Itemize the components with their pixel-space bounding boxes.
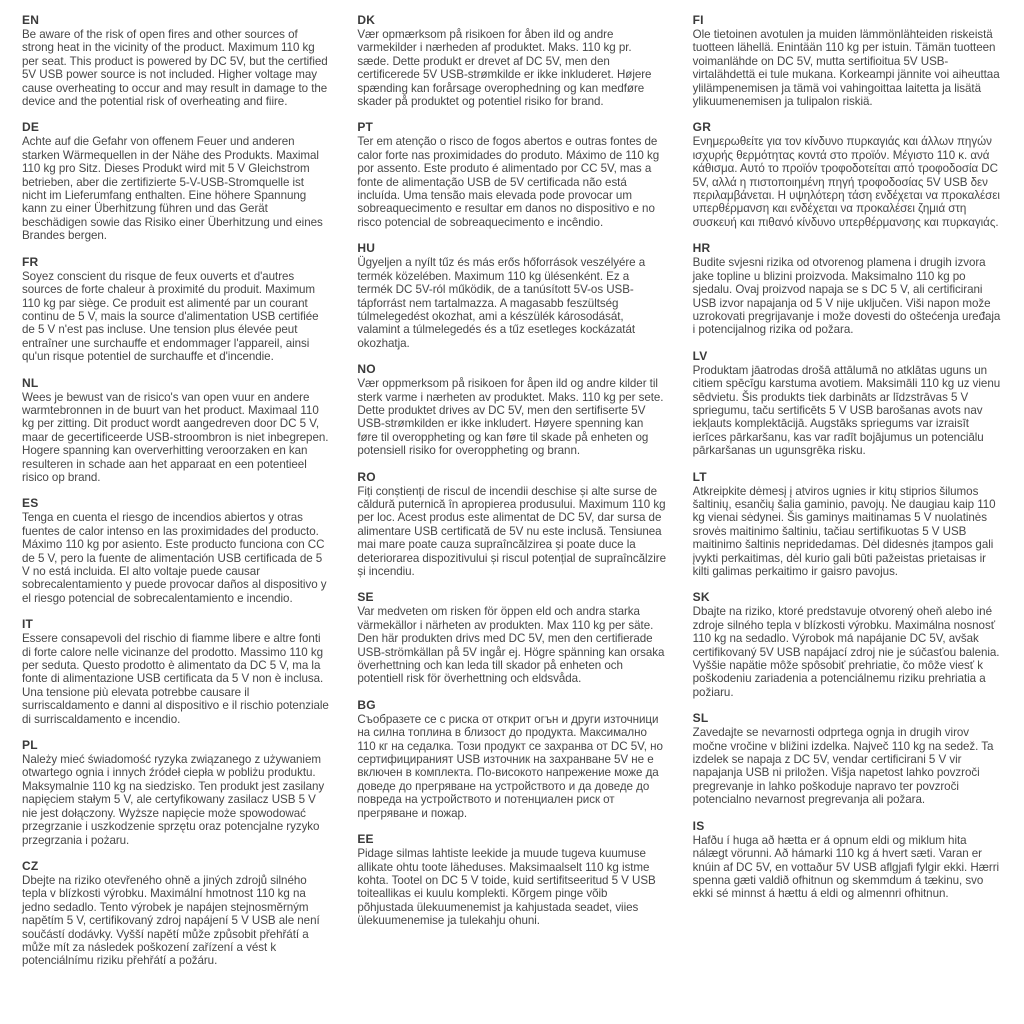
language-entry-pl — [22, 738, 331, 847]
language-entry-gr — [693, 120, 1002, 229]
safety-warning-text: Należy mieć świadomość ryzyka związanego z używaniem otwartego ognia i innych źródeł ciepła w pobliżu produktu. Maksymalnie 110 kg na siedzisko. Ten produkt jest zasilany napięciem stałym 5 V, ale certyfikowany zasilacz USB 5 V nie jest dołączony. Wyższe napięcie może spowodować przegrzanie i uszkodzenie sprzętu oraz potencjalne ryzyko przegrzania i pożaru. — [22, 753, 325, 847]
safety-warning-text: Var medveten om risken för öppen eld och andra starka värmekällor i närheten av produkten. Max 110 kg per säte. Den här produkten drivs med DC 5V, men den certifierade USB-strömkällan på 5V ingår ej. Högre spänning kan orsaka överhettning och kan leda till skador på enheten och potentiell risk för överhettning och eldsvåda. — [357, 605, 665, 686]
column-3 — [693, 13, 1002, 980]
language-entry-fr — [22, 255, 331, 364]
language-entry-hu — [357, 241, 666, 350]
language-entry-lt — [693, 470, 1002, 579]
language-entry-sk — [693, 590, 1002, 699]
safety-warning-text: Pidage silmas lahtiste leekide ja muude tugeva kuumuse allikate ohtu toote läheduses. Maksimaalselt 110 kg istme kohta. Tootel on DC 5 V toide, kuid sertifitseeritud 5 V USB toiteallikas ei kuulu komplekti. Kõrgem pinge võib põhjustada ülekuumenemist ja kahjustada seadet, viies ülekuumenemise ja tulekahju ohuni. — [357, 847, 656, 928]
safety-warning-text: Essere consapevoli del rischio di fiamme libere e altre fonti di forte calore nelle vicinanze del prodotto. Massimo 110 kg per seduta. Questo prodotto è alimentato da DC 5 V, ma la fonte di alimentazione USB certificata da 5 V non è inclusa. Una tensione più elevata potrebbe causare il surriscaldamento e danni al dispositivo e il rischio potenziale di surriscaldamento e incendio. — [22, 632, 329, 726]
language-entry-bg — [357, 698, 666, 820]
safety-warning-text: Achte auf die Gefahr von offenem Feuer und anderen starken Wärmequellen in der Nähe des Produkts. Maximal 110 kg pro Sitz. Dieses Produkt wird mit 5 V Gleichstrom betrieben, aber die zertifizierte 5-V-USB-Stromquelle ist nicht im Lieferumfang enthalten. Eine höhere Spannung kann zu einer Überhitzung führen und das Gerät beschädigen sowie das Risiko einer Überhitzung und eines Brandes bergen. — [22, 135, 323, 243]
language-code-label: CZ — [22, 858, 39, 873]
language-code-label: RO — [357, 469, 376, 484]
language-entry-pt — [357, 120, 666, 229]
language-code-label: NO — [357, 362, 376, 377]
safety-warning-text: Ole tietoinen avotulen ja muiden lämmönlähteiden riskeistä tuotteen lähellä. Enintään 110 kg per istuin. Tämän tuotteen voimanlähde on DC 5V, mutta sertifioitua 5V USB-virtalähdettä ei tule mukana. Korkeampi jännite voi aiheuttaa ylilämpenemisen ja tämä voi vahingoittaa laitetta ja lisätä ylikuumenemisen ja tulipalon riskiä. — [692, 28, 1000, 109]
safety-warning-text: Dbejte na riziko otevřeného ohně a jiných zdrojů silného tepla v blízkosti výrobku. Maximální hmotnost 110 kg na jedno sedadlo. Tento výrobek je napájen stejnosměrným napětím 5 V, certifikovaný zdroj napájení 5 V USB ale není součástí dodávky. Vyšší napětí může způsobit přehřátí a může mít za následek poškození zařízení a vést k potenciálnímu riziku přehřátí a požáru. — [22, 873, 320, 968]
safety-warning-text: Dbajte na riziko, ktoré predstavuje otvorený oheň alebo iné zdroje silného tepla v blízkosti výrobku. Maximálna nosnosť 110 kg na sedadlo. Výrobok má napájanie DC 5V, avšak certifikovaný 5V USB napájací zdroj nie je súčasťou balenia. Vyššie napätie môže spôsobiť prehriatie, čo môže viesť k poškodeniu zariadenia a potenciálnemu riziku prehriatia a požiaru. — [692, 605, 1000, 699]
language-entry-en — [22, 13, 331, 108]
language-code-label: IT — [22, 617, 34, 632]
language-code-label: DE — [22, 120, 40, 135]
column-1 — [22, 13, 331, 980]
language-code-label: DK — [357, 13, 376, 27]
language-entry-de — [22, 120, 331, 242]
language-code-label: EN — [22, 13, 40, 27]
safety-warning-text: Съобразете се с риска от открит огън и други източници на силна топлина в близост до продукта. Максимално 110 кг на седалка. Този продукт се захранва от DC 5V, но сертифицираният USB източник на захранване 5V не е включен в комплекта. По-високото напрежение може да доведе до прегряване на устройството и да доведе до повреда на устройството и потенциален риск от прегряване и пожар. — [357, 712, 663, 820]
language-code-label: LT — [692, 469, 707, 484]
language-entry-cz — [22, 859, 331, 968]
language-entry-hr — [693, 241, 1002, 336]
language-entry-it — [22, 617, 331, 726]
safety-warning-text: Ενημερωθείτε για τον κίνδυνο πυρκαγιάς και άλλων πηγών ισχυρής θερμότητας κοντά στο προϊόν. Μέγιστο 110 κ. ανά κάθισμα. Αυτό το προϊόν τροφοδοτείται από τροφοδοσία DC 5V, αλλά η πιστοποιημένη πηγή τροφοδοσίας 5V USB δεν περιλαμβάνεται. Η υψηλότερη τάση ενδέχεται να προκαλέσει υπερθέρμανση και ενδέχεται να προκαλέσει ζημιά στη συσκευή και πιθανό κίνδυνο υπερθέρμανσης και πυρκαγιάς. — [692, 135, 1000, 229]
language-entry-fi — [693, 13, 1002, 108]
language-code-label: HR — [692, 241, 711, 256]
safety-warning-text: Ügyeljen a nyílt tűz és más erős hőforrások veszélyére a termék közelében. Maximum 110 kg ülésenként. Ez a termék DC 5V-ról működik, de a tanúsított 5V-os USB-tápforrást nem tartalmazza. A magasabb feszültség túlmelegedést okozhat, ami a készülék károsodását, valamint a túlmelegedés és a tűz esetleges kockázatát okozhatja. — [357, 256, 646, 350]
language-code-label: PT — [357, 120, 374, 135]
language-code-label: BG — [357, 697, 376, 712]
safety-warning-text: Soyez conscient du risque de feux ouverts et d'autres sources de forte chaleur à proximité du produit. Maximum 110 kg par siège. Ce produit est alimenté par un courant continu de 5 V, mais la source d'alimentation USB certifiée de 5 V n'est pas incluse. Une tension plus élevée peut entraîner une surchauffe et endommager l'appareil, ainsi qu'un risque potentiel de surchauffe et d'incendie. — [22, 269, 319, 364]
language-entry-lv — [693, 349, 1002, 458]
language-code-label: NL — [22, 375, 39, 390]
language-entry-nl — [22, 376, 331, 485]
language-code-label: GR — [692, 120, 712, 135]
language-entry-ee — [357, 832, 666, 927]
language-code-label: SL — [692, 711, 709, 726]
language-code-label: SE — [357, 590, 374, 605]
language-code-label: PL — [22, 738, 38, 753]
language-entry-ro — [357, 470, 666, 579]
language-entry-is — [693, 819, 1002, 901]
safety-warning-text: Fiți conștienți de riscul de incendii deschise și alte surse de căldură puternică în apropierea produsului. Maximum 110 kg per loc. Acest produs este alimentat de DC 5V, dar sursa de alimentare USB certificată de 5V nu este inclusă. Tensiunea mai mare poate cauza supraîncălzirea și poate duce la deteriorarea dispozitivului și riscul potențial de supraîncălzire și incendiu. — [357, 484, 666, 578]
language-code-label: HU — [357, 241, 376, 256]
safety-warning-text: Zavedajte se nevarnosti odprtega ognja in drugih virov močne vročine v bližini izdelka. Največ 110 kg na sedež. Ta izdelek se napaja z DC 5V, vendar certificirani 5 V vir napajanja USB ni priložen. Višja napetost lahko povzroči pregrevanje in lahko poškoduje napravo ter povzroči potencialno nevarnost pregrevanja ali požara. — [692, 726, 994, 807]
language-entry-se — [357, 590, 666, 685]
language-entry-sl — [693, 711, 1002, 806]
language-code-label: IS — [692, 818, 705, 833]
safety-warning-text: Vær oppmerksom på risikoen for åpen ild og andre kilder til sterk varme i nærheten av produktet. Maks. 110 kg per sete. Dette produktet drives av DC 5V, men den sertifiserte 5V USB-strømkilden er ikke inkludert. Høyere spenning kan føre til overoppheting og kan føre til skade på enheten og potensiell risiko for overoppheting og brann. — [357, 377, 664, 458]
language-code-label: ES — [22, 496, 39, 511]
safety-warning-text: Ter em atenção o risco de fogos abertos e outras fontes de calor forte nas proximidades do produto. Máximo de 110 kg por assento. Este produto é alimentado por CC 5V, mas a fonte de alimentação USB de 5V certificada não está incluída. Uma tensão mais elevada pode provocar um sobreaquecimento e resultar em danos no dispositivo e no risco potencial de sobreaquecimento e incêndio. — [357, 135, 660, 229]
columns-container — [22, 13, 1002, 980]
language-code-label: EE — [357, 832, 374, 847]
safety-warning-text: Produktam jāatrodas drošā attālumā no atklātas uguns un citiem spēcīgu karstuma avotiem. Maksimāli 110 kg uz vienu sēdvietu. Šis produkts tiek darbināts ar līdzstrāvas 5 V spriegumu, taču sertificēts 5 V USB barošanas avots nav iekļauts komplektācijā. Augstāks spriegums var izraisīt ierīces pārkaršanu, kas var radīt bojājumus un potenciālu pārkaršanas un ugunsgrēka risku. — [692, 363, 1001, 458]
language-entry-es — [22, 496, 331, 605]
language-code-label: FI — [692, 13, 704, 27]
safety-warning-text: Tenga en cuenta el riesgo de incendios abiertos y otras fuentes de calor intenso en las proximidades del producto. Máximo 110 kg por asiento. Este producto funciona con CC de 5 V, pero la fuente de alimentación USB certificada de 5 V no está incluida. El alto voltaje puede causar sobrecalentamiento y puede provocar daños al dispositivo y el riesgo potencial de sobrecalentamiento e incendio. — [22, 511, 327, 605]
safety-warning-text: Atkreipkite dėmesį į atviros ugnies ir kitų stiprios šilumos šaltinių, esančių šalia gaminio, pavojų. Ne daugiau kaip 110 kg vienai sėdynei. Šis gaminys maitinamas 5 V nuolatinės srovės maitinimo šaltiniu, tačiau sertifikuotas 5 V USB maitinimo šaltinis nepridedamas. Dėl didesnės įtampos gali įvykti perkaitimas, dėl kurio gali būti pažeistas prietaisas ir kilti galimas perkaitimo ir gaisro pavojus. — [692, 484, 996, 578]
safety-warning-text: Be aware of the risk of open fires and other sources of strong heat in the vicinity of the product. Maximum 110 kg per seat. This product is powered by DC 5V, but the certified 5V USB power source is not included. Higher voltage may cause overheating to occur and may result in damage to the device and the potential risk of overheating and fiire. — [22, 28, 328, 109]
language-code-label: SK — [692, 590, 710, 605]
safety-warning-text: Vær opmærksom på risikoen for åben ild og andre varmekilder i nærheden af produktet. Maks. 110 kg pr. sæde. Dette produkt er drevet af DC 5V, men den certificerede 5V USB-strømkilde er ikke inkluderet. Højere spænding kan forårsage overophedning og kan medføre skader på produktet og potentiel risiko for brand. — [357, 28, 652, 109]
language-code-label: LV — [692, 348, 708, 363]
language-entry-no — [357, 362, 666, 457]
safety-warning-text: Budite svjesni rizika od otvorenog plamena i drugih izvora jake topline u blizini proizvoda. Maksimalno 110 kg po sjedalu. Ovaj proizvod napaja se s DC 5 V, ali certificirani USB izvor napajanja od 5 V nije uključen. Viši napon može uzrokovati pregrijavanje i može dovesti do oštećenja uređaja i potencijalnog rizika od požara. — [692, 256, 1001, 337]
safety-warning-text: Wees je bewust van de risico's van open vuur en andere warmtebronnen in de buurt van het product. Maximaal 110 kg per zitting. Dit product wordt aangedreven door DC 5 V, maar de gecertificeerde USB-stroombron is niet inbegrepen. Hogere spanning kan oververhitting veroorzaken en kan resulteren in schade aan het apparaat en een potentieel risico op brand. — [22, 390, 329, 484]
column-2 — [357, 13, 666, 980]
language-code-label: FR — [22, 254, 39, 269]
language-entry-dk — [357, 13, 666, 108]
safety-warning-text: Hafðu í huga að hætta er á opnum eldi og miklum hita nálægt vörunni. Að hámarki 110 kg á hvert sæti. Varan er knúin af DC 5V, en vottaður 5V USB aflgjafi fylgir ekki. Hærri spenna gæti valdið ofhitnun og skemmdum á tækinu, svo ekki sé minnst á hættu á eldi og almennri ofhitnun. — [692, 833, 1000, 901]
